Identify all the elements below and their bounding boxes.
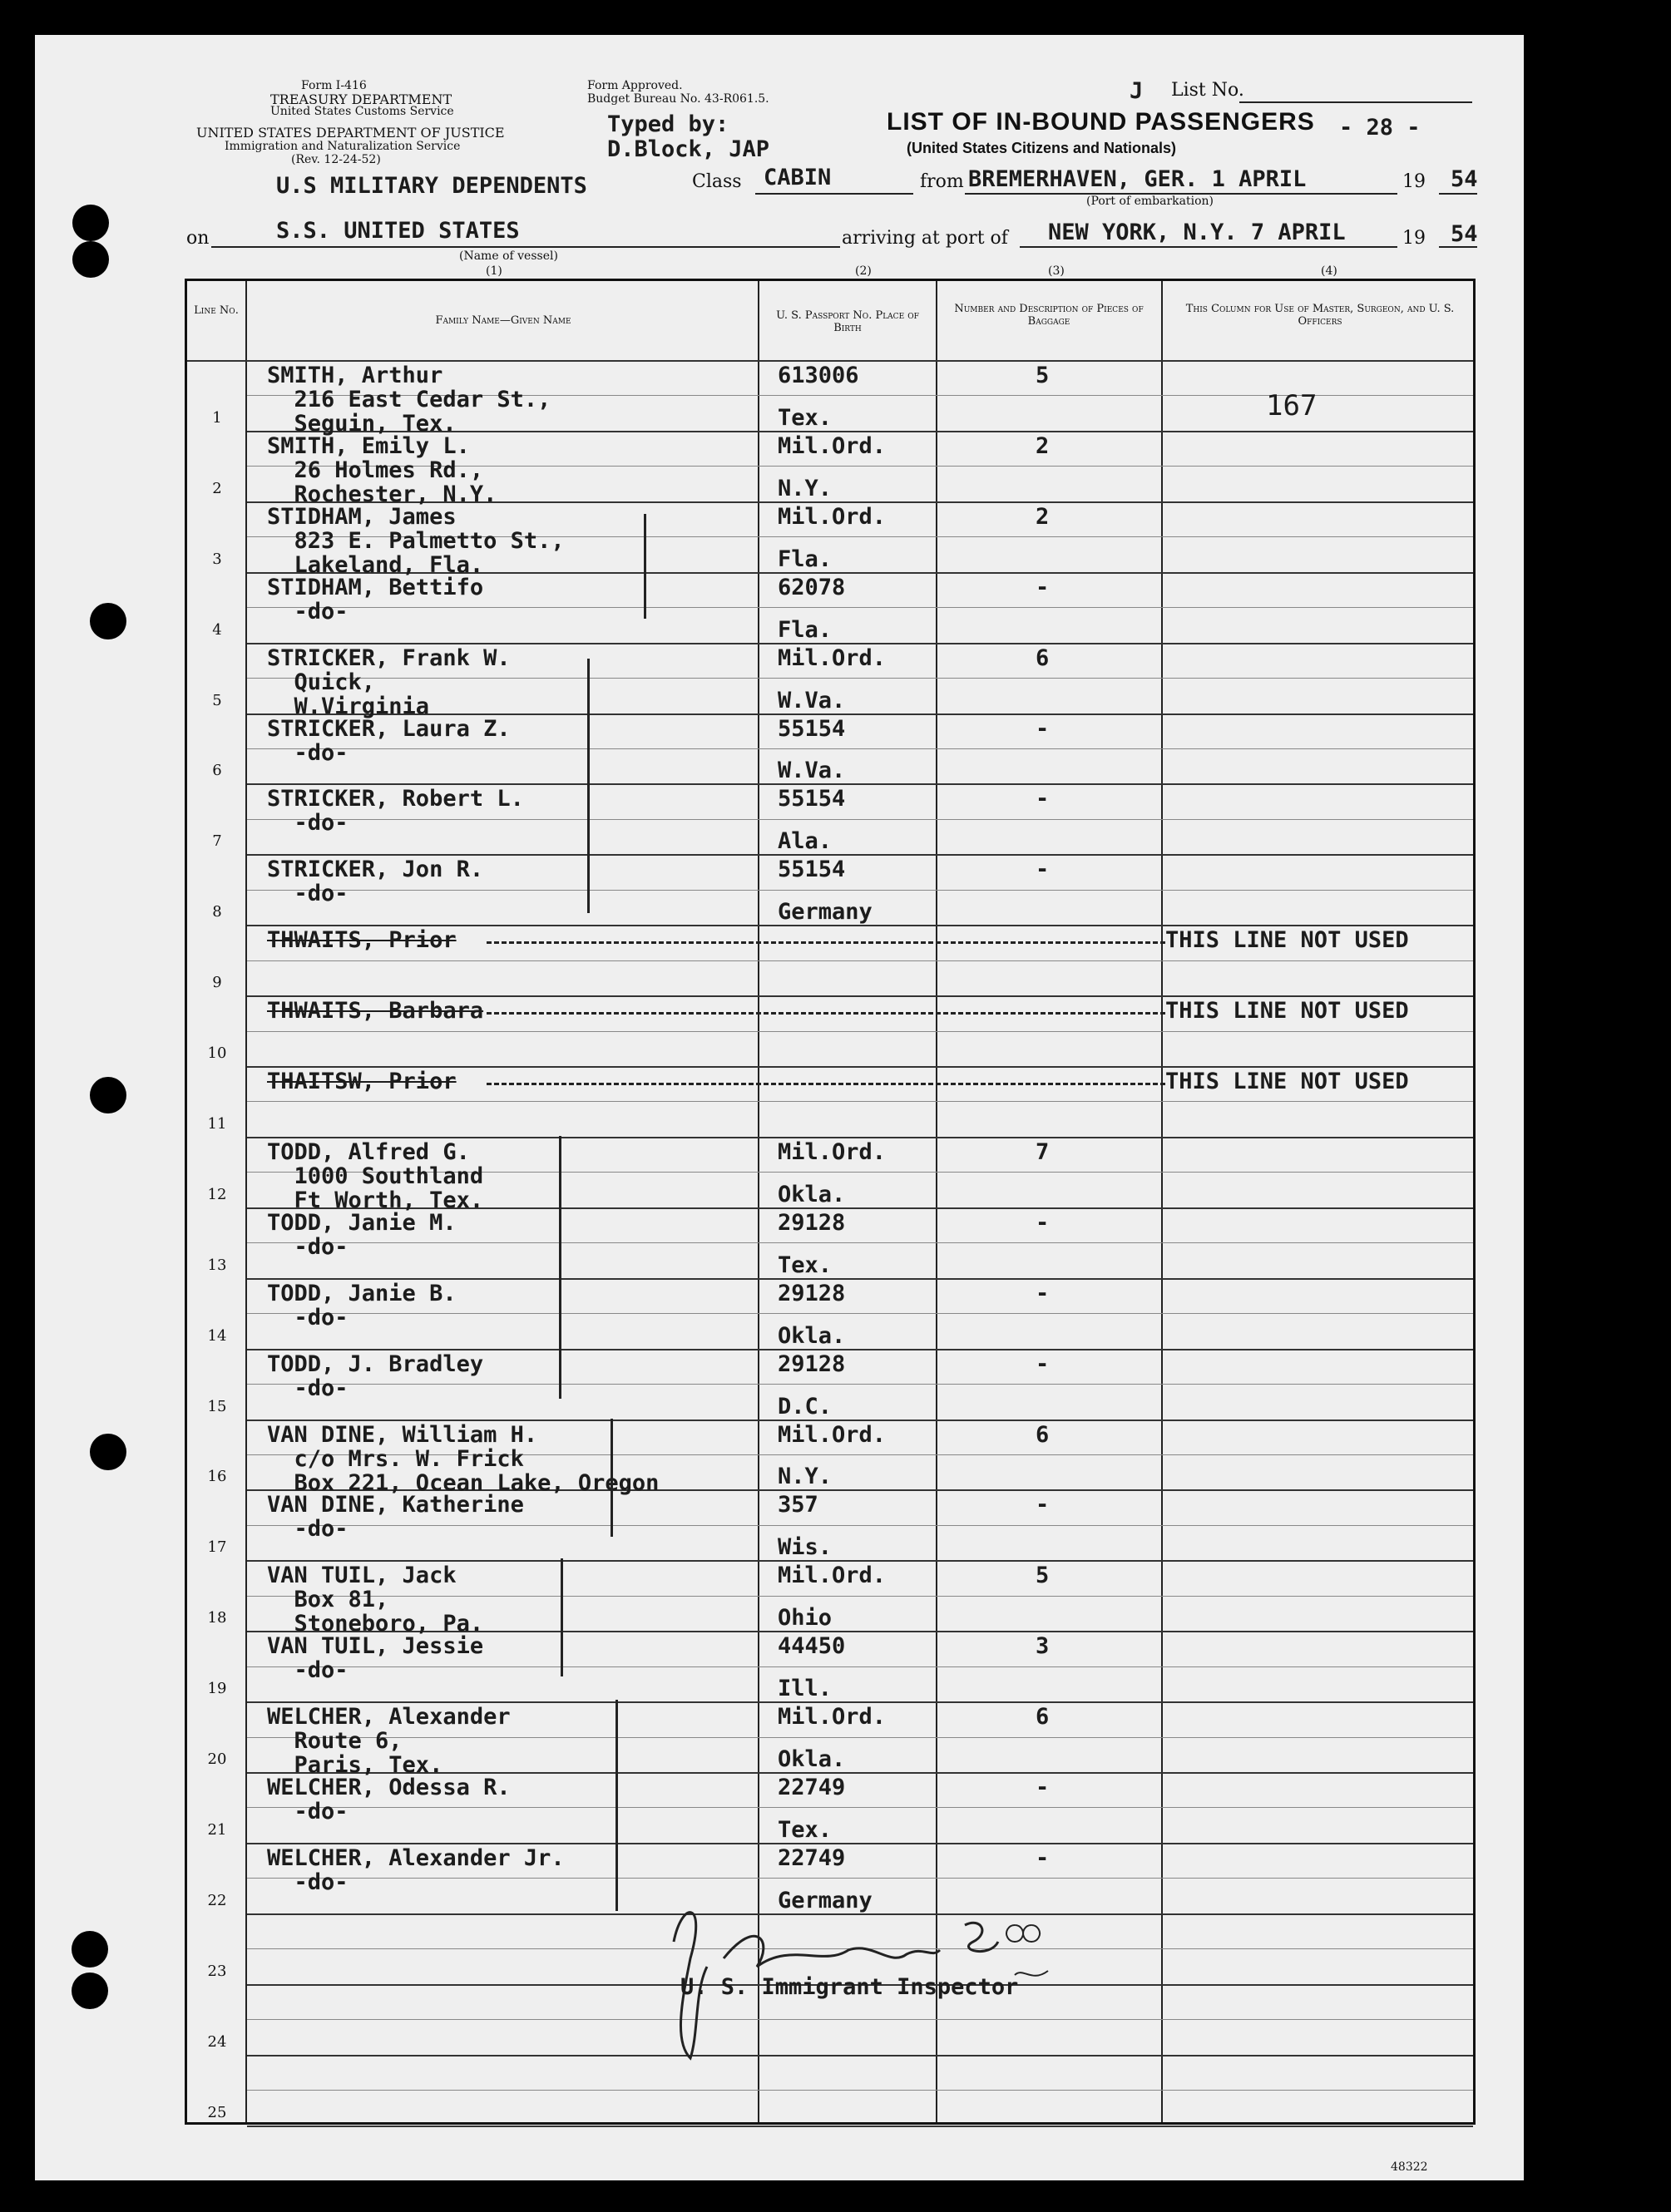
place-of-birth: Fla. <box>778 616 833 643</box>
arriving-label: arriving at port of <box>842 228 1008 249</box>
passenger-name: STRICKER, Frank W. Quick, W.Virginia <box>267 644 511 719</box>
baggage-count: - <box>1036 1280 1050 1306</box>
passport-number: 22749 <box>778 1844 846 1871</box>
baggage-count: - <box>1036 715 1050 742</box>
document-title: LIST OF IN-BOUND PASSENGERS <box>887 108 1315 136</box>
punch-hole <box>72 1973 108 2009</box>
ins-label: Immigration and Naturalization Service <box>225 140 461 153</box>
row-divider <box>247 1066 1473 1068</box>
unused-line-dashes <box>487 1083 1165 1085</box>
place-of-birth: Tex. <box>778 1252 833 1278</box>
passport-number: 55154 <box>778 715 846 742</box>
passenger-name: THAITSW, Prior <box>267 1069 457 1094</box>
line-number: 22 <box>207 1891 227 1909</box>
line-number: 10 <box>207 1044 227 1062</box>
passport-number: 44450 <box>778 1633 846 1660</box>
baggage-count: 2 <box>1036 432 1050 459</box>
list-no-label: List No. <box>1171 80 1244 101</box>
class-label: Class <box>692 171 742 192</box>
line-not-used-note: THIS LINE NOT USED <box>1165 998 1409 1025</box>
row-divider <box>247 2126 1473 2127</box>
passport-number: 29128 <box>778 1280 846 1306</box>
baggage-count: 3 <box>1036 1633 1050 1660</box>
passenger-name: TODD, Janie B. -do- <box>267 1280 457 1331</box>
arrival-underline <box>1020 246 1397 248</box>
row-divider <box>247 854 1473 856</box>
place-of-birth: Fla. <box>778 546 833 572</box>
col-number-4: (4) <box>1321 264 1337 278</box>
form-number: Form I-416 <box>301 79 367 92</box>
line-number: 7 <box>212 832 222 851</box>
row-divider <box>247 1137 1473 1138</box>
header-divider <box>187 360 1473 362</box>
baggage-count: 6 <box>1036 1421 1050 1448</box>
baggage-count: 7 <box>1036 1138 1050 1165</box>
year-suffix-2: 54 <box>1451 221 1478 247</box>
form-approved: Form Approved. <box>587 79 683 92</box>
place-of-birth: N.Y. <box>778 1464 833 1490</box>
baggage-count: - <box>1036 1350 1050 1377</box>
baggage-count: 5 <box>1036 363 1050 388</box>
line-number: 2 <box>212 479 222 497</box>
punch-hole <box>90 1077 126 1113</box>
passport-number: 22749 <box>778 1775 846 1800</box>
row-divider <box>247 1349 1473 1350</box>
row-subdivider <box>247 1101 1473 1102</box>
row-divider <box>247 925 1473 926</box>
passenger-name: STIDHAM, Bettifo -do- <box>267 574 484 625</box>
line-number: 18 <box>207 1609 227 1627</box>
line-number: 23 <box>207 1962 227 1980</box>
typed-by-label: Typed by: <box>607 111 729 137</box>
family-bracket <box>616 1700 618 1911</box>
passport-number: 613006 <box>778 363 859 388</box>
passenger-name: THWAITS, Prior <box>267 927 457 954</box>
passenger-name: STRICKER, Robert L. -do- <box>267 786 524 837</box>
line-number: 12 <box>207 1185 227 1203</box>
passport-number: 357 <box>778 1492 818 1518</box>
year-prefix-1: 19 <box>1402 171 1426 192</box>
place-of-birth: W.Va. <box>778 687 846 713</box>
document-subtitle: (United States Citizens and Nationals) <box>907 140 1177 156</box>
place-of-birth: W.Va. <box>778 758 846 784</box>
customs-label: United States Customs Service <box>270 105 454 118</box>
arrival-port: NEW YORK, N.Y. 7 APRIL <box>1048 220 1346 245</box>
baggage-count: 6 <box>1036 1704 1050 1731</box>
passenger-name: TODD, Janie M. -do- <box>267 1209 457 1260</box>
col-header-line-no: Line No. <box>194 304 239 317</box>
line-number: 14 <box>207 1326 227 1345</box>
embark-port: BREMERHAVEN, GER. 1 APRIL <box>968 166 1307 192</box>
baggage-count: - <box>1036 857 1050 883</box>
baggage-count: - <box>1036 1844 1050 1871</box>
col-header-baggage: Number and Description of Pieces of Baggage <box>954 303 1144 328</box>
col-divider-baggage <box>1161 281 1163 2122</box>
baggage-count: 2 <box>1036 503 1050 530</box>
baggage-count: - <box>1036 1775 1050 1800</box>
year-underline-1 <box>1439 193 1477 195</box>
unused-line-dashes <box>487 941 1165 944</box>
place-of-birth: Okla. <box>778 1322 846 1349</box>
line-number: 3 <box>212 550 222 568</box>
col-header-name: Family Name—Given Name <box>435 314 571 327</box>
line-number: 20 <box>207 1750 227 1768</box>
place-of-birth: Germany <box>778 899 873 926</box>
budget-bureau: Budget Bureau No. 43-R061.5. <box>587 92 769 106</box>
place-of-birth: Wis. <box>778 1534 833 1561</box>
col-header-passport: U. S. Passport No. Place of Birth <box>776 309 919 334</box>
row-divider <box>247 783 1473 785</box>
punch-hole <box>72 241 109 278</box>
family-bracket <box>559 1136 561 1399</box>
class-value: CABIN <box>764 165 832 190</box>
officer-note: 167 <box>1266 389 1318 422</box>
col-divider-lineno <box>245 281 247 2122</box>
vessel-underline <box>211 246 840 248</box>
line-number: 13 <box>207 1256 227 1274</box>
list-no-underline <box>1239 101 1472 103</box>
passenger-name: STRICKER, Laura Z. -do- <box>267 715 511 766</box>
passenger-group: U.S MILITARY DEPENDENTS <box>276 173 587 199</box>
baggage-count: - <box>1036 1492 1050 1518</box>
passport-number: Mil.Ord. <box>778 503 887 530</box>
place-of-birth: Tex. <box>778 1816 833 1843</box>
passport-number: 29128 <box>778 1209 846 1236</box>
row-divider <box>247 1278 1473 1280</box>
year-underline-2 <box>1439 246 1477 248</box>
passenger-name: SMITH, Emily L. 26 Holmes Rd., Rochester, N.Y. <box>267 432 497 507</box>
place-of-birth: Germany <box>778 1887 873 1913</box>
line-number: 25 <box>207 2103 227 2121</box>
passport-number: 62078 <box>778 574 846 600</box>
row-divider <box>247 1701 1473 1703</box>
passenger-table <box>185 279 1476 2125</box>
passenger-name: STIDHAM, James 823 E. Palmetto St., Lakeland, Fla. <box>267 503 565 578</box>
passenger-name: VAN TUIL, Jessie -do- <box>267 1633 484 1684</box>
passenger-name: THWAITS, Barbara <box>267 998 484 1025</box>
passenger-name: TODD, J. Bradley -do- <box>267 1350 484 1401</box>
family-bracket <box>587 659 590 913</box>
row-subdivider <box>247 960 1473 961</box>
row-divider <box>247 995 1473 997</box>
passenger-name: VAN DINE, William H. c/o Mrs. W. Frick Box 221, Ocean Lake, Oregon <box>267 1421 660 1496</box>
passport-number: 55154 <box>778 786 846 812</box>
passport-number: Mil.Ord. <box>778 1421 887 1448</box>
place-of-birth: Ill. <box>778 1676 833 1702</box>
line-not-used-note: THIS LINE NOT USED <box>1165 927 1409 954</box>
col-number-1: (1) <box>486 264 502 278</box>
unused-line-dashes <box>487 1012 1165 1015</box>
line-not-used-note: THIS LINE NOT USED <box>1165 1069 1409 1094</box>
row-subdivider <box>247 2090 1473 2091</box>
line-number: 1 <box>212 408 222 427</box>
class-underline <box>755 193 913 195</box>
line-number: 15 <box>207 1397 227 1415</box>
row-divider <box>247 1420 1473 1421</box>
line-number: 6 <box>212 762 222 780</box>
passport-number: Mil.Ord. <box>778 1563 887 1589</box>
passenger-name: VAN DINE, Katherine -do- <box>267 1492 524 1543</box>
passenger-name: WELCHER, Alexander Route 6, Paris, Tex. <box>267 1704 511 1779</box>
passport-number: 29128 <box>778 1350 846 1377</box>
col-divider-passport <box>936 281 937 2122</box>
passenger-name: STRICKER, Jon R. -do- <box>267 857 484 907</box>
row-divider <box>247 643 1473 644</box>
col-header-officers: This Column for Use of Master, Surgeon, and U. S. Officers <box>1185 303 1455 328</box>
place-of-birth: Ohio <box>778 1605 833 1632</box>
line-number: 16 <box>207 1468 227 1486</box>
year-prefix-2: 19 <box>1402 228 1426 249</box>
line-number: 21 <box>207 1820 227 1839</box>
line-number: 5 <box>212 691 222 709</box>
place-of-birth: Ala. <box>778 828 833 855</box>
place-of-birth: N.Y. <box>778 475 833 501</box>
family-bracket <box>561 1558 563 1676</box>
list-letter: J <box>1130 78 1144 104</box>
line-number: 24 <box>207 2032 227 2051</box>
passenger-name: VAN TUIL, Jack Box 81, Stoneboro, Pa. <box>267 1563 484 1637</box>
passenger-name: SMITH, Arthur 216 East Cedar St., Seguin, Tex. <box>267 363 551 437</box>
col-number-3: (3) <box>1048 264 1065 278</box>
line-number: 11 <box>207 1114 227 1133</box>
place-of-birth: Okla. <box>778 1181 846 1207</box>
passenger-name: TODD, Alfred G. 1000 Southland Ft Worth, Tex. <box>267 1138 484 1213</box>
passport-number: Mil.Ord. <box>778 1704 887 1731</box>
embark-caption: (Port of embarkation) <box>1086 195 1214 208</box>
row-divider <box>247 1560 1473 1562</box>
passport-number: Mil.Ord. <box>778 644 887 671</box>
baggage-count: - <box>1036 1209 1050 1236</box>
passport-number: 55154 <box>778 857 846 883</box>
line-number: 4 <box>212 620 222 639</box>
place-of-birth: Okla. <box>778 1746 846 1772</box>
baggage-count: 5 <box>1036 1563 1050 1589</box>
treasury-label: TREASURY DEPARTMENT <box>270 91 452 107</box>
on-label: on <box>186 228 210 249</box>
punch-hole <box>90 603 126 639</box>
passenger-name: WELCHER, Alexander Jr. -do- <box>267 1844 565 1895</box>
punch-hole <box>72 205 109 241</box>
justice-label: UNITED STATES DEPARTMENT OF JUSTICE <box>196 125 505 141</box>
passport-number: Mil.Ord. <box>778 1138 887 1165</box>
place-of-birth: Tex. <box>778 404 833 431</box>
year-suffix-1: 54 <box>1451 166 1478 192</box>
footer-code: 48322 <box>1391 2160 1428 2174</box>
inspector-label: U. S. Immigrant Inspector <box>680 1974 1019 2000</box>
vessel-name: S.S. UNITED STATES <box>276 218 520 244</box>
baggage-count: - <box>1036 574 1050 600</box>
revision-label: (Rev. 12-24-52) <box>291 153 381 166</box>
col-number-2: (2) <box>855 264 872 278</box>
line-number: 8 <box>212 903 222 921</box>
baggage-count: - <box>1036 786 1050 812</box>
baggage-count: 6 <box>1036 644 1050 671</box>
place-of-birth: D.C. <box>778 1393 833 1420</box>
typed-by-value: D.Block, JAP <box>607 136 770 162</box>
passenger-name: WELCHER, Odessa R. -do- <box>267 1775 511 1824</box>
family-bracket <box>644 514 646 619</box>
punch-hole <box>72 1931 108 1968</box>
passport-number: Mil.Ord. <box>778 432 887 459</box>
vessel-caption: (Name of vessel) <box>459 249 558 263</box>
punch-hole <box>90 1434 126 1470</box>
line-number: 17 <box>207 1538 227 1557</box>
from-label: from <box>920 171 964 192</box>
family-bracket <box>611 1419 613 1537</box>
row-divider <box>247 1843 1473 1844</box>
page-number: - 28 - <box>1339 115 1421 141</box>
row-subdivider <box>247 1031 1473 1032</box>
col-divider-name <box>758 281 759 2122</box>
line-number: 9 <box>212 974 222 992</box>
line-number: 19 <box>207 1680 227 1698</box>
